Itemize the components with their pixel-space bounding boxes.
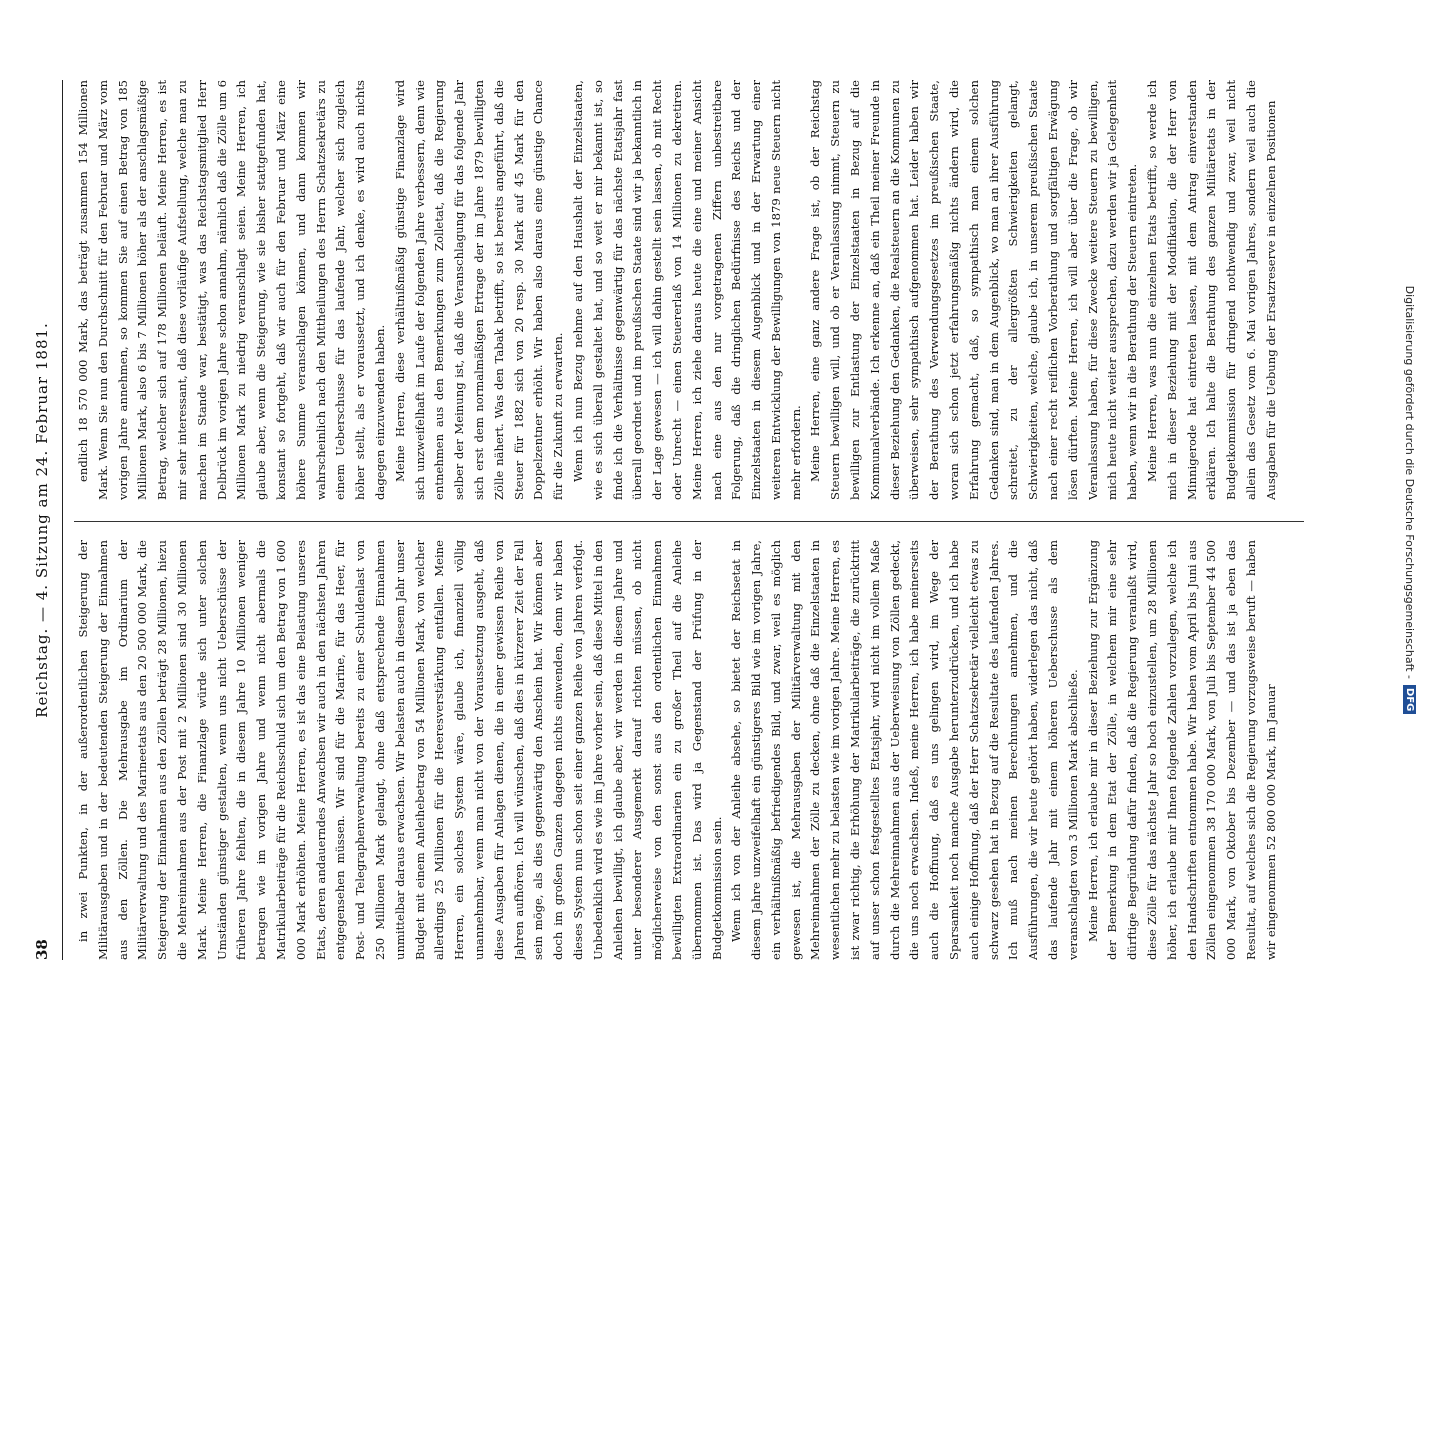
running-title: Reichstag. — 4. Sitzung am 24. Februar 1881. — [33, 322, 51, 718]
left-column — [74, 540, 1304, 960]
dfg-logo: DFG — [1404, 685, 1417, 714]
column-divider — [74, 521, 1304, 522]
right-paragraph-4: Meine Herren, eine ganz andere Frage ist, ob der Reichstag Steuern bewilligen will, und ob er Veranlassung nimmt, Steuern zu bewilligen zur Entlastung der Einzelstaaten in Bezug auf die Kommunalverbände. Ich erkenne an, daß ein Theil meiner Freunde in dieser Beziehung den Gedanken, die Realsteuern an die Kommunen zu überweisen, sehr sympathisch aufgenommen hat. Leider haben wir der Berathung des Verwendungsgesetzes im preußischen Staate, woran sich schon jetzt erfahrungsmäßig nichts ändern wird, die Erfahrung gemacht, daß, so sympathisch man einem solchen Gedanken sind, man in dem Augenblick, wo man an ihrer Ausführung schreitet, zu der allergrößten Schwierigkeiten gelangt, Schwierigkeiten, welche, glaube ich, in unserem preußischen Staate nach einer recht reiflichen Vorberathung und sorgfältigen Erwägung lösen dürften. Meine Herren, ich will aber über die Frage, ob wir Veranlassung haben, für diese Zwecke weitere Steuern zu bewilligen, mich heute nicht weiter aussprechen, dazu werden wir ja Gelegenheit haben, wenn wir in die Berathung der Steuern eintreten. — [808, 80, 1140, 500]
right-paragraph-5: Meine Herren, was nun die einzelnen Etats betrifft, so werde ich mich in dieser Beziehung mit der Modifikation, die der Herr von Minnigerode hat eintreten lassen, mit dem Antrag einverstanden erklären. Ich halte die Berathung des ganzen Militäretats in der Budgetkommission für dringend nothwendig und zwar, weil nicht allein das Gesetz vom 6. Mai vorigen Jahres, sondern weil auch die Ausgaben für die Uebung der Ersatzreserve in einzelnen Positionen — [1145, 80, 1278, 500]
page-header — [22, 80, 62, 960]
right-paragraph-1: endlich 18 570 000 Mark, das beträgt zusammen 154 Millionen Mark. Wenn Sie nun den Durchschnitt für den Februar und März vom vorigen Jahre annehmen, so kommen Sie auf einen Betrag von 185 Millionen Mark, also 6 bis 7 Millionen höher als der anschlagsmäßige Betrag, welcher sich auf 178 Millionen beläuft. Meine Herren, es ist mir sehr interessant, daß diese vorläufige Aufstellung, welche man zu machen im Stande war, bestätigt, was das Reichstagsmitglied Herr Delbrück im vorigen Jahre schon annahm, nämlich daß die Zölle um 6 Millionen Mark zu niedrig veranschlagt seien. Meine Herren, ich glaube aber, wenn die Steigerung, wie sie bisher stattgefunden hat, konstant so fortgeht, daß wir auch für den Februar und März eine höhere Summe veranschlagen können, und dann kommen wir wahrscheinlich nach den Mittheilungen des Herrn Schatzsekretärs zu einem Ueberschusse für das laufende Jahr, welcher sich zugleich höher stellt, als er voraussetzt, und ich denke, es wird auch nichts dagegen einzuwenden haben. — [76, 80, 387, 500]
digitization-note — [1396, 0, 1424, 1432]
page-number: 38 — [33, 939, 51, 960]
right-paragraph-2: Meine Herren, diese verhältnißmäßig günstige Finanzlage wird sich unzweifelhaft im Laufe der folgenden Jahre verbessern, denn wie entnehmen aus den Bemerkungen zum Zolletat, daß die Regierung selber der Meinung ist, daß die Veranschlagung für das folgende Jahr sich erst dem normalmäßigen Ertrage der im Jahre 1879 bewilligten Zölle nähert. Was den Tabak betrifft, so ist bereits angeführt, daß die Steuer für 1882 sich von 20 resp. 30 Mark auf 45 Mark für den Doppelzentner erhöht. Wir haben also daraus eine günstige Chance für die Zukunft zu erwarten. — [392, 80, 566, 500]
digitization-credit: Digitalisierung gefördert durch die Deutsche Forschungsgemeinschaft - — [1403, 285, 1417, 680]
digitization-text-row — [1396, 0, 1424, 1000]
header-rule — [62, 80, 63, 960]
left-paragraph-2: Wenn ich von der Anleihe absehe, so bietet der Reichsetat in diesem Jahre unzweifelhaft ein günstigeres Bild wie im vorigen Jahre, ein verhältnißmäßig befriedigendes Bild, und zwar, weil es möglich gewesen ist, die Mehrausgaben der Militärverwaltung mit den Mehreinnahmen der Zölle zu decken, ohne daß die Einzelstaaten in wesentlichen mehr zu belasten wie im vorigen Jahre. Meine Herren, es ist zwar richtig, die Erhöhung der Matrikularbeiträge, die zurücktritt auf unser schon festgestelltes Etatsjahr, wird nicht im vollem Maße durch die Mehreinnahmen aus der Ueberweisung von Zöllen gedeckt, die uns noch erwachsen. Indeß, meine Herren, ich habe meinerseits auch die Hoffnung, daß es uns gelingen wird, im Wege der Sparsamkeit noch manche Ausgabe herunterzudrücken, und ich habe auch einige Hoffnung, daß der Herr Schatzsekretär vielleicht etwas zu schwarz gesehen hat in Bezug auf die Resultate des laufenden Jahres. Ich muß nach meinen Berechnungen annehmen, und die Ausführungen, die wir heute gehört haben, widerlegen das nicht, daß das laufende Jahr mit einem höheren Ueberschusse als dem veranschlagten von 3 Millionen Mark abschließe. — [729, 540, 1080, 960]
right-column — [74, 80, 1304, 500]
right-paragraph-3: Wenn ich nun Bezug nehme auf den Haushalt der Einzelstaaten, wie es sich überall gestaltet hat, und so weit er mir bekannt ist, so finde ich die Verhältnisse gegenwärtig für das nächste Etatsjahr fast überall geordnet und im preußischen Staate sind wir ja bekanntlich in der Lage gewesen — ich will dahin gestellt sein lassen, ob mit Recht oder Unrecht — einen Steuererlaß von 14 Millionen zu dekretiren. Meine Herren, ich ziehe daraus heute die eine und meiner Ansicht nach eine aus den nur vorgetragenen Ziffern unbestreitbare Folgerung, daß die dringlichen Bedürfnisse des Reichs und der Einzelstaaten in diesem Augenblick und in der Erwartung einer weiteren Entwicklung der Bewilligungen von 1879 neue Steuern nicht mehr erfordern. — [570, 80, 803, 500]
left-paragraph-1: in zwei Punkten, in der außerordentlichen Steigerung der Militärausgaben und in der bedeutenden Steigerung der Einnahmen aus den Zöllen. Die Mehrausgabe im Ordinarium der Militärverwaltung und des Marineetats aus den 20 500 000 Mark, die Steigerung der Einnahmen aus den Zöllen beträgt 28 Millionen, hiezu die Mehreinnahmen aus der Post mit 2 Millionen sind 30 Millionen Mark. Meine Herren, die Finanzlage würde sich unter solchen Umständen günstiger gestalten, wenn uns nicht Ueberschüsse der früheren Jahre fehlten, die in diesem Jahre 10 Millionen weniger betragen wie im vorigen Jahre und wenn nicht abermals die Matrikularbeiträge für die Reichsschuld sich um den Betrag von 1 600 000 Mark erhöhten. Meine Herren, es ist das eine Belastung unseres Etats, deren andauerndes Anwachsen wir auch in den nächsten Jahren entgegensehen müssen. Wir sind für die Marine, für das Heer, für Post- und Telegraphenverwaltung bereits zu einer Schuldenlast von 250 Millionen Mark gelangt, ohne daß entsprechende Einnahmen unmittelbar daraus erwachsen. Wir belasten auch in diesem Jahr unser Budget mit einem Anleihebetrag von 54 Millionen Mark, von welcher allerdings 25 Millionen für die Heeresverstärkung entfallen. Meine Herren, ein solches System wäre, glaube ich, finanziell völlig unannehmbar, wenn man nicht von der Voraussetzung ausgeht, daß diese Ausgaben für Anlagen dienen, die in einer gewissen Reihe von Jahren aufhören. Ich will wünschen, daß dies in kürzerer Zeit der Fall sein möge, als dies gegenwärtig den Anschein hat. Wir können aber doch im großen Ganzen dagegen nichts einwenden, denn wir haben dieses System nun schon seit einer ganzen Reihe von Jahren verfolgt. Unbedenklich wird es wie im Jahre vorher sein, daß diese Mittel in den Anleihen bewilligt, ich glaube aber, wir werden in diesem Jahre und unter besonderer Ausgemerkt darauf richten müssen, ob nicht möglicherweise von den sonst aus den ordentlichen Einnahmen bewilligten Extraordinarien ein zu großer Theil auf die Anleihe übernommen ist. Das wird ja Gegenstand der Prüfung in der Budgetkommission sein. — [76, 540, 724, 960]
left-paragraph-3: Meine Herren, ich erlaube mir in dieser Beziehung zur Ergänzung der Bemerkung in dem Etat der Zölle, in welchem mir eine sehr dürftige Begründung dafür finden, daß die Regierung veranlaßt wird, diese Zölle für das nächste Jahr so hoch einzustellen, um 28 Millionen höher, ich erlaube mir Ihnen folgende Zahlen vorzulegen, welche ich den Handschriften entnommen habe. Wir haben vom April bis Juni aus Zöllen eingenommen 38 170 000 Mark, von Juli bis September 44 500 000 Mark, von Oktober bis Dezember — und das ist ja eben das Resultat, auf welches sich die Regierung vorzugsweise beruft — haben wir eingenommen 52 800 000 Mark, im Januar — [1085, 540, 1278, 960]
